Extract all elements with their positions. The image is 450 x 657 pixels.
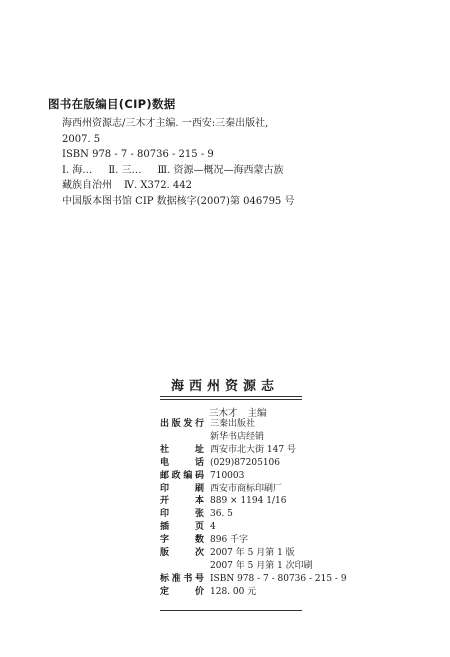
detail-value: 2007 年 5 月第 1 版 xyxy=(210,548,295,559)
detail-value: 三秦出版社 xyxy=(210,419,256,429)
detail-label: 社址 xyxy=(160,444,204,455)
detail-label: 插页 xyxy=(160,522,204,533)
cip-title: 图书在版编目(CIP)数据 xyxy=(48,97,176,111)
editor-name: 三木才 xyxy=(209,408,238,419)
cip-block xyxy=(48,96,428,209)
detail-label: 字数 xyxy=(160,535,204,546)
detail-label: 印张 xyxy=(160,509,204,520)
detail-row xyxy=(160,521,360,534)
detail-value: ISBN 978 - 7 - 80736 - 215 - 9 xyxy=(210,573,347,584)
cip-subject-2: Ⅱ. 三… xyxy=(108,164,142,176)
detail-label: 印刷 xyxy=(160,483,204,494)
detail-label: 出版发行 xyxy=(160,419,204,429)
divider-top-2 xyxy=(160,399,302,400)
detail-row xyxy=(160,457,360,470)
detail-label: 版次 xyxy=(160,548,204,559)
detail-value: 36. 5 xyxy=(210,509,233,520)
publication-details xyxy=(160,418,360,599)
detail-value: 4 xyxy=(210,522,216,533)
detail-row xyxy=(160,444,360,457)
detail-label: 标准书号 xyxy=(160,573,204,584)
detail-value: 西安市商标印刷厂 xyxy=(210,483,283,494)
cip-line-library-record: 中国版本图书馆 CIP 数据核字(2007)第 046795 号 xyxy=(62,195,295,207)
cip-line-date: 2007. 5 xyxy=(62,133,101,145)
detail-value: 128. 00 元 xyxy=(210,586,257,597)
detail-value: 710003 xyxy=(210,470,245,481)
cip-subject-continued: 藏族自治州 xyxy=(62,180,112,191)
divider-bottom xyxy=(160,610,302,611)
divider-top-1 xyxy=(160,396,302,397)
detail-label: 电话 xyxy=(160,457,204,468)
cip-line-title-editor-publisher: 海西州资源志/三木才主编. 一西安:三秦出版社, xyxy=(62,118,269,129)
detail-label: 邮政编码 xyxy=(160,470,204,481)
detail-value: (029)87205106 xyxy=(210,457,281,468)
detail-value: 西安市北大街 147 号 xyxy=(210,444,296,455)
detail-row xyxy=(160,547,360,560)
detail-row xyxy=(160,483,360,496)
detail-row xyxy=(160,573,360,586)
detail-value: 2007 年 5 月第 1 次印刷 xyxy=(210,560,313,571)
cip-line-classification xyxy=(48,178,428,194)
cip-subject-3: Ⅲ. 资源—概况—海西蒙古族 xyxy=(157,164,284,176)
editor-role: 主编 xyxy=(247,408,267,419)
cip-subject-1: Ⅰ. 海… xyxy=(62,164,93,176)
detail-value: 新华书店经销 xyxy=(210,431,265,442)
detail-label: 定价 xyxy=(160,586,204,597)
detail-value: 896 千字 xyxy=(210,535,249,546)
detail-row xyxy=(160,586,360,599)
detail-row xyxy=(160,534,360,547)
book-title: 海西州资源志 xyxy=(170,379,279,394)
detail-row xyxy=(160,508,360,521)
editor-line xyxy=(209,405,267,419)
detail-row xyxy=(160,418,360,431)
detail-row xyxy=(160,560,360,573)
cip-class-number: Ⅳ. X372. 442 xyxy=(124,180,192,191)
detail-row xyxy=(160,495,360,508)
cip-line-subjects xyxy=(48,163,428,179)
detail-label: 开本 xyxy=(160,496,204,507)
detail-value: 889 × 1194 1/16 xyxy=(210,496,287,507)
detail-row xyxy=(160,431,360,444)
detail-row xyxy=(160,470,360,483)
cip-line-isbn: ISBN 978 - 7 - 80736 - 215 - 9 xyxy=(62,149,214,160)
